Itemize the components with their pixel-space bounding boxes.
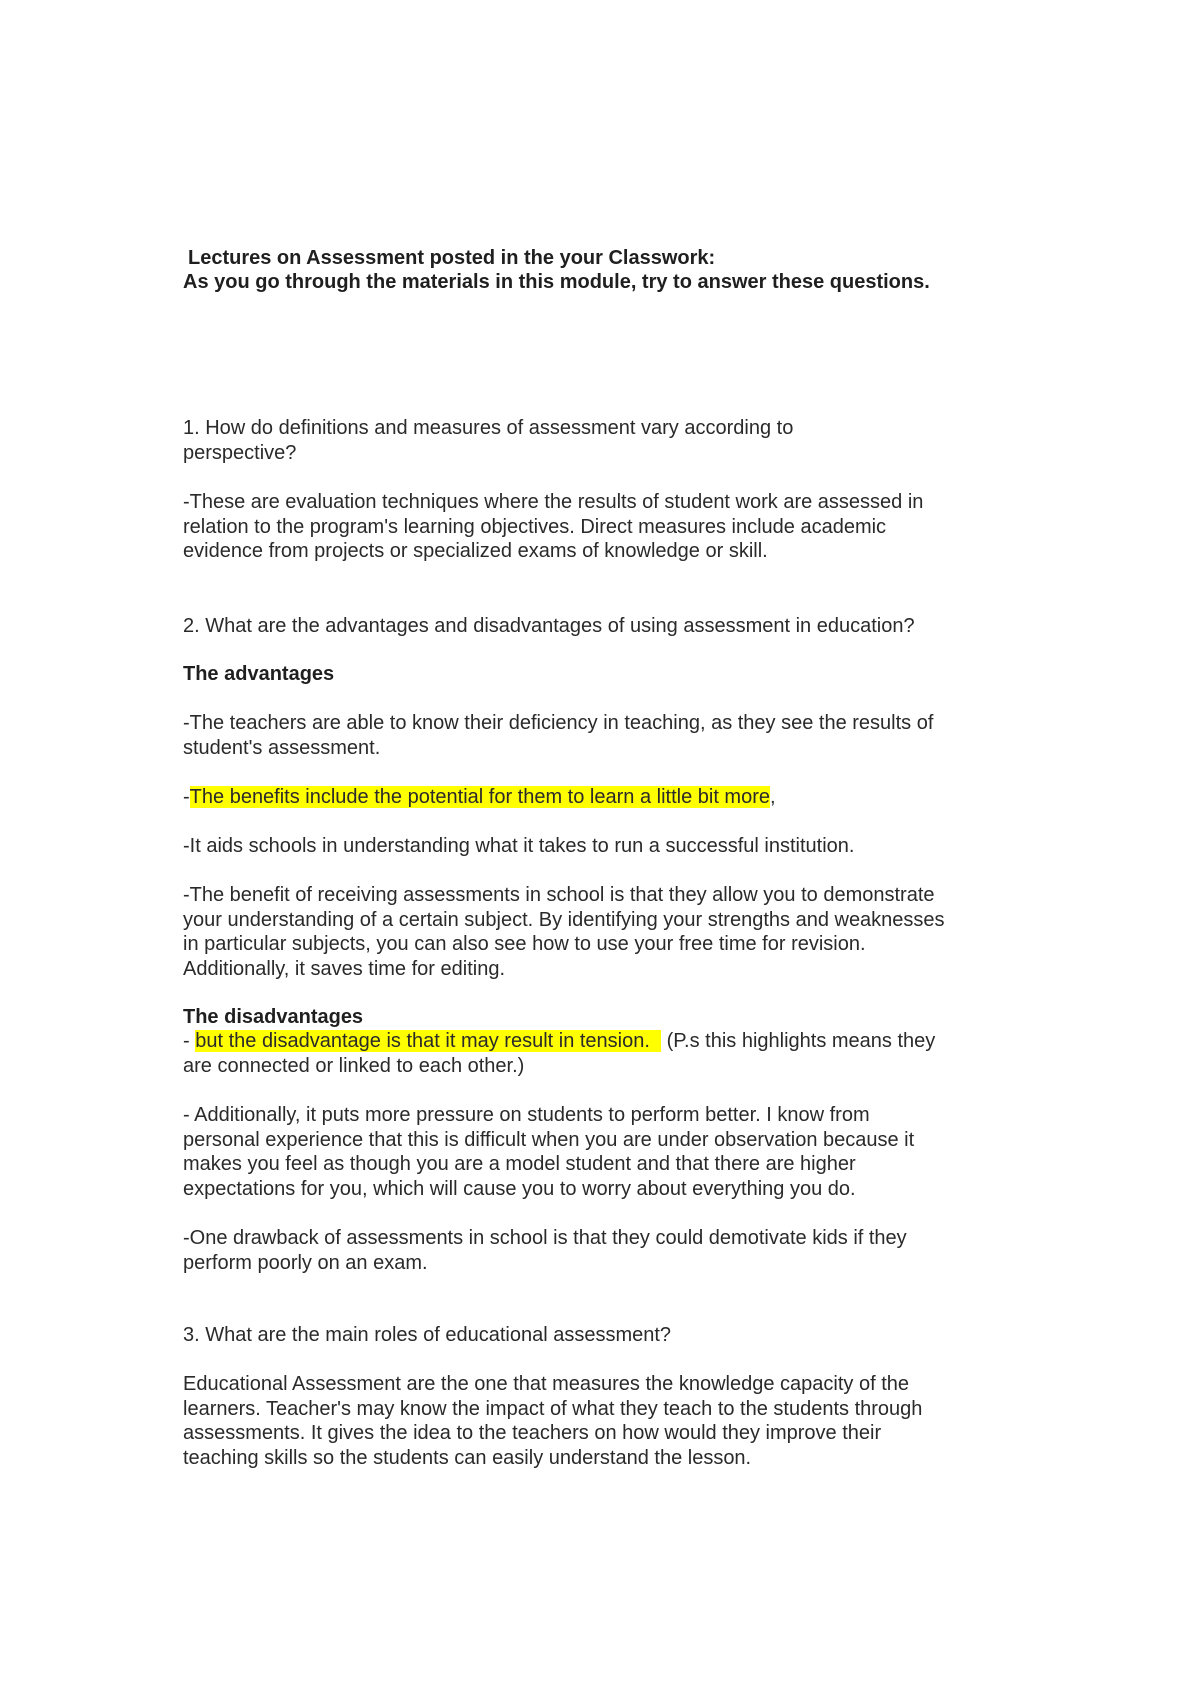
question-2: 2. What are the advantages and disadvantages of using assessment in education?	[183, 615, 915, 637]
question-3: 3. What are the main roles of educational assessment?	[183, 1324, 672, 1346]
advantage-4	[183, 883, 1043, 981]
advantages-heading: The advantages	[183, 663, 335, 685]
answer-line: in particular subjects, you can also see how to use your free time for revision.	[183, 933, 866, 955]
comma: ,	[770, 786, 776, 808]
advantage-2	[183, 785, 1043, 810]
question-1-line: perspective?	[183, 441, 297, 464]
question-1-line: 1. How do definitions and measures of assessment vary according to	[183, 417, 794, 439]
answer-line: learners. Teacher's may know the impact of what they teach to the students through	[183, 1397, 923, 1420]
question-1	[183, 416, 1043, 465]
highlighted-text: The benefits include the potential for them to learn a little bit more	[189, 786, 770, 808]
advantage-1	[183, 711, 1043, 760]
answer-line: -The teachers are able to know their deficiency in teaching, as they see the results of	[183, 712, 934, 734]
answer-line: teaching skills so the students can easily understand the lesson.	[183, 1446, 752, 1469]
highlighted-text: but the disadvantage is that it may result in tension.	[195, 1030, 662, 1052]
answer-line: - Additionally, it puts more pressure on students to perform better. I know from	[183, 1104, 870, 1126]
answer-line: personal experience that this is difficult when you are under observation because it	[183, 1128, 915, 1151]
disadvantages-heading: The disadvantages	[183, 1006, 364, 1028]
disadvantage-2	[183, 1103, 1043, 1201]
answer-line: Additionally, it saves time for editing.	[183, 957, 506, 980]
answer-line: -These are evaluation techniques where the results of student work are assessed in	[183, 491, 924, 513]
header-instructions: As you go through the materials in this module, try to answer these questions.	[183, 271, 930, 293]
dash: -	[183, 1030, 196, 1052]
advantage-3: -It aids schools in understanding what it takes to run a successful institution.	[183, 835, 855, 857]
answer-line: are connected or linked to each other.)	[183, 1054, 525, 1077]
answer-1	[183, 490, 1043, 564]
disadvantage-3	[183, 1226, 1043, 1275]
answer-line: makes you feel as though you are a model student and that there are higher	[183, 1153, 856, 1175]
answer-line: your understanding of a certain subject. By identifying your strengths and weaknesses	[183, 908, 945, 931]
answer-line: student's assessment.	[183, 736, 381, 759]
answer-line: relation to the program's learning objectives. Direct measures include academic	[183, 515, 887, 538]
disadvantage-1	[183, 1029, 1043, 1078]
note-text: (P.s this highlights means they	[661, 1030, 936, 1052]
answer-line: perform poorly on an exam.	[183, 1251, 428, 1274]
answer-line	[183, 1029, 1043, 1054]
answer-3	[183, 1372, 1043, 1470]
dash: -	[183, 786, 190, 808]
answer-line: Educational Assessment are the one that measures the knowledge capacity of the	[183, 1373, 909, 1395]
answer-line: expectations for you, which will cause you to worry about everything you do.	[183, 1177, 856, 1200]
header-title: Lectures on Assessment posted in the your Classwork:	[188, 247, 716, 269]
answer-line: -One drawback of assessments in school is that they could demotivate kids if they	[183, 1227, 907, 1249]
answer-line: evidence from projects or specialized exams of knowledge or skill.	[183, 540, 768, 562]
answer-line: assessments. It gives the idea to the teachers on how would they improve their	[183, 1422, 882, 1444]
answer-line: -The benefit of receiving assessments in school is that they allow you to demonstrate	[183, 884, 935, 906]
